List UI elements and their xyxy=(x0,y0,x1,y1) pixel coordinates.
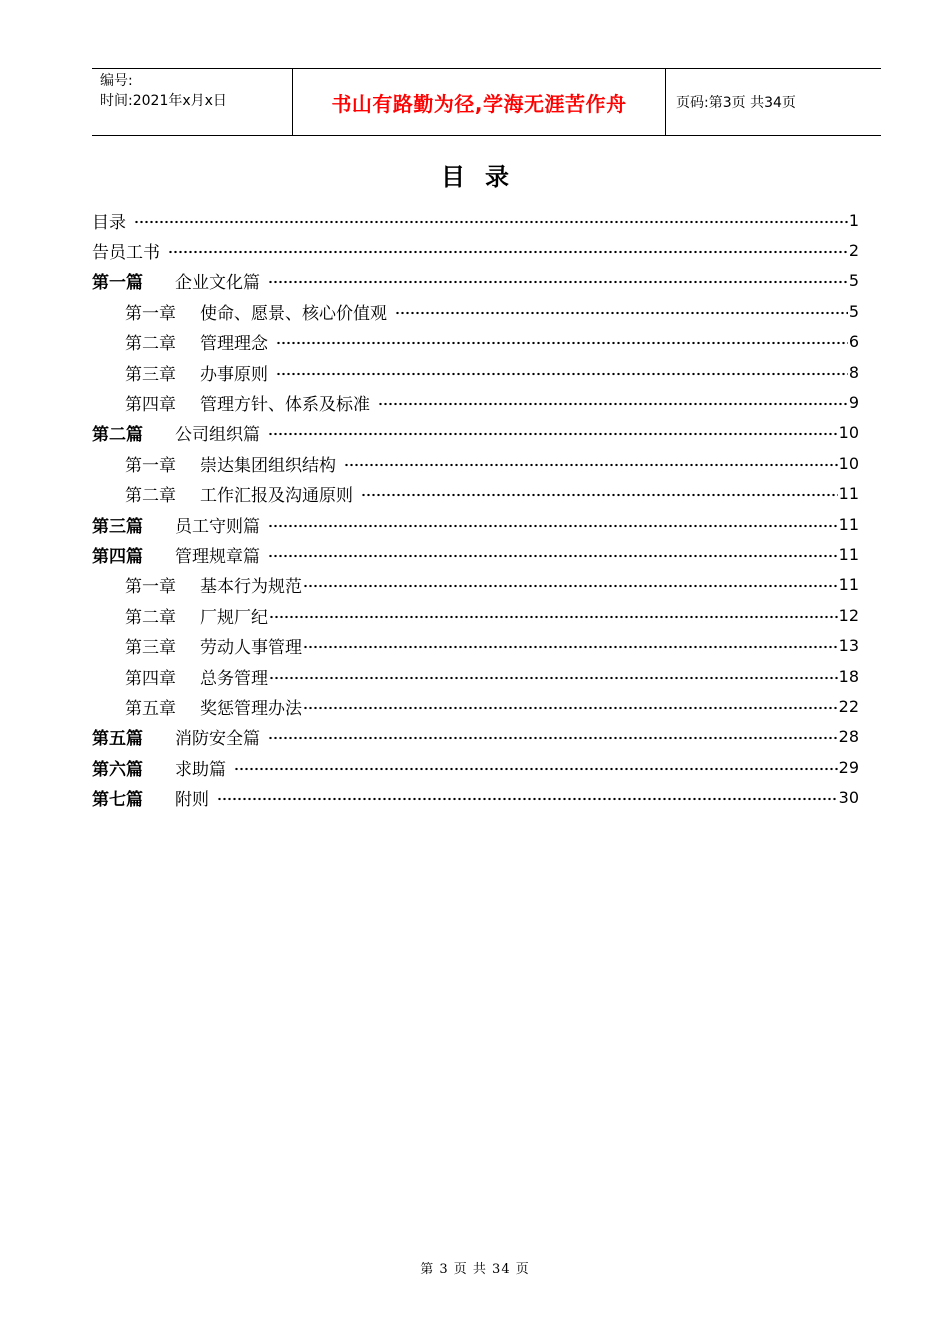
header-page-info: 页码:第3页 共34页 xyxy=(676,95,796,111)
toc-entry-title: 厂规厂纪 xyxy=(200,607,268,628)
header-meta xyxy=(92,69,293,135)
toc-entry[interactable] xyxy=(92,539,859,569)
page-header xyxy=(92,68,881,136)
toc-entry[interactable] xyxy=(92,782,859,812)
toc-entry[interactable] xyxy=(92,235,859,265)
toc-entry-label xyxy=(125,360,268,385)
toc-entry-title: 告员工书 xyxy=(92,243,160,264)
toc-entry-number: 第二篇 xyxy=(92,425,143,446)
toc-entry[interactable] xyxy=(92,630,859,660)
toc-entry-title: 目录 xyxy=(92,212,126,233)
toc-entry[interactable] xyxy=(92,357,859,387)
toc-entry-label xyxy=(92,268,260,293)
toc-entry-page: 11 xyxy=(838,575,859,595)
toc-entry-page: 12 xyxy=(838,605,859,625)
toc-entry[interactable] xyxy=(92,296,859,326)
toc-entry-label xyxy=(125,329,268,354)
toc-entry-title: 崇达集团组织结构 xyxy=(200,455,336,476)
toc-entry[interactable] xyxy=(92,752,859,782)
toc-entry-title: 基本行为规范 xyxy=(200,577,302,598)
toc-entry-number: 第一章 xyxy=(125,455,176,476)
toc-entry-page: 10 xyxy=(838,423,859,443)
toc-entry-page: 8 xyxy=(848,362,859,382)
toc-entry-number: 第三章 xyxy=(125,364,176,385)
toc-entry-title: 企业文化篇 xyxy=(175,273,260,294)
toc-entry-number: 第四篇 xyxy=(92,546,143,567)
toc-entry-number: 第四章 xyxy=(125,395,176,416)
toc-entry-label xyxy=(125,481,353,506)
toc-entry-label xyxy=(92,420,260,445)
page-title: 目录 xyxy=(441,163,529,191)
toc-entry-number: 第五篇 xyxy=(92,729,143,750)
toc-entry-label xyxy=(92,238,160,263)
toc-dot-leader xyxy=(268,280,848,284)
toc-entry-page: 9 xyxy=(848,393,859,413)
toc-entry-page: 10 xyxy=(838,453,859,473)
toc-entry-title: 使命、愿景、核心价值观 xyxy=(200,303,387,324)
toc-entry[interactable] xyxy=(92,418,859,448)
toc-dot-leader xyxy=(344,463,838,467)
toc-dot-leader xyxy=(268,524,838,528)
toc-entry-page: 2 xyxy=(848,241,859,261)
time-label: 时间:2021年x月x日 xyxy=(100,93,227,109)
toc-entry[interactable] xyxy=(92,448,859,478)
toc-entry[interactable] xyxy=(92,327,859,357)
toc-entry-number: 第七篇 xyxy=(92,790,143,811)
toc-dot-leader xyxy=(268,554,838,558)
toc-entry-page: 29 xyxy=(838,757,859,777)
toc-entry[interactable] xyxy=(92,479,859,509)
toc-entry-page: 5 xyxy=(848,301,859,321)
toc-entry[interactable] xyxy=(92,600,859,630)
header-motto: 书山有路勤为径,学海无涯苦作舟 xyxy=(293,69,666,135)
toc-entry[interactable] xyxy=(92,570,859,600)
toc-entry-label xyxy=(92,512,260,537)
table-of-contents xyxy=(92,205,859,813)
toc-entry-page: 22 xyxy=(838,696,859,716)
toc-entry-title: 消防安全篇 xyxy=(175,729,260,750)
toc-entry-title: 管理理念 xyxy=(200,334,268,355)
toc-entry-number: 第三篇 xyxy=(92,516,143,537)
toc-entry-page: 11 xyxy=(838,544,859,564)
toc-dot-leader xyxy=(134,220,848,224)
toc-entry-title: 奖惩管理办法 xyxy=(200,698,302,719)
toc-entry-title: 管理规章篇 xyxy=(175,546,260,567)
toc-entry-page: 11 xyxy=(838,484,859,504)
toc-entry-title: 公司组织篇 xyxy=(175,425,260,446)
toc-entry-label xyxy=(92,755,226,780)
toc-entry[interactable] xyxy=(92,205,859,235)
toc-entry[interactable] xyxy=(92,722,859,752)
toc-entry[interactable] xyxy=(92,266,859,296)
toc-dot-leader xyxy=(378,402,848,406)
toc-entry-label xyxy=(125,572,302,597)
toc-entry-label xyxy=(92,208,126,233)
toc-entry-page: 11 xyxy=(838,514,859,534)
toc-entry-title: 求助篇 xyxy=(175,759,226,780)
toc-entry[interactable] xyxy=(92,661,859,691)
toc-entry-title: 劳动人事管理 xyxy=(200,638,302,659)
toc-entry-title: 管理方针、体系及标准 xyxy=(200,395,370,416)
toc-dot-leader xyxy=(269,676,838,680)
toc-entry-title: 办事原则 xyxy=(200,364,268,385)
toc-entry-title: 员工守则篇 xyxy=(175,516,260,537)
toc-entry-page: 18 xyxy=(838,666,859,686)
toc-dot-leader xyxy=(217,797,838,801)
toc-entry-number: 第二章 xyxy=(125,334,176,355)
toc-entry-label xyxy=(125,451,336,476)
toc-entry-label xyxy=(125,390,370,415)
toc-dot-leader xyxy=(268,736,838,740)
toc-entry-page: 13 xyxy=(838,636,859,656)
toc-entry-title: 工作汇报及沟通原则 xyxy=(200,486,353,507)
toc-entry-number: 第一章 xyxy=(125,577,176,598)
toc-entry-number: 第四章 xyxy=(125,668,176,689)
toc-entry-label xyxy=(125,694,302,719)
toc-entry-page: 30 xyxy=(838,788,859,808)
toc-entry-label xyxy=(125,664,268,689)
serial-label: 编号: xyxy=(100,73,133,89)
toc-entry-page: 5 xyxy=(848,271,859,291)
toc-entry[interactable] xyxy=(92,691,859,721)
toc-entry[interactable] xyxy=(92,387,859,417)
toc-dot-leader xyxy=(395,311,848,315)
toc-entry-number: 第一章 xyxy=(125,303,176,324)
toc-entry-label xyxy=(125,299,387,324)
toc-entry-label xyxy=(125,633,302,658)
toc-dot-leader xyxy=(276,372,848,376)
toc-entry-label xyxy=(92,785,209,810)
toc-entry-label xyxy=(125,603,268,628)
toc-dot-leader xyxy=(168,250,848,254)
toc-entry-number: 第六篇 xyxy=(92,759,143,780)
toc-dot-leader xyxy=(276,341,848,345)
toc-dot-leader xyxy=(269,615,838,619)
toc-entry-page: 6 xyxy=(848,332,859,352)
page-footer: 第 3 页 共 34 页 xyxy=(420,1262,530,1277)
toc-entry-label xyxy=(92,542,260,567)
toc-entry-title: 总务管理 xyxy=(200,668,268,689)
toc-dot-leader xyxy=(361,493,838,497)
toc-dot-leader xyxy=(303,706,838,710)
toc-entry-label xyxy=(92,724,260,749)
toc-entry-number: 第一篇 xyxy=(92,273,143,294)
toc-dot-leader xyxy=(268,432,838,436)
toc-entry-page: 28 xyxy=(838,727,859,747)
toc-entry-title: 附则 xyxy=(175,790,209,811)
toc-entry-number: 第二章 xyxy=(125,607,176,628)
toc-entry-number: 第五章 xyxy=(125,698,176,719)
toc-entry[interactable] xyxy=(92,509,859,539)
toc-dot-leader xyxy=(303,645,838,649)
toc-entry-number: 第三章 xyxy=(125,638,176,659)
toc-entry-number: 第二章 xyxy=(125,486,176,507)
toc-dot-leader xyxy=(303,584,838,588)
toc-dot-leader xyxy=(234,767,838,771)
toc-entry-page: 1 xyxy=(848,210,859,230)
